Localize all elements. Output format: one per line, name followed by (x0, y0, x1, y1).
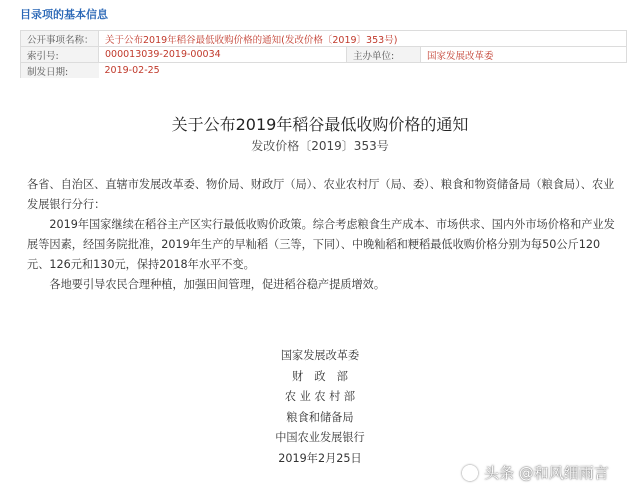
date-value: 2019-02-25 (99, 63, 347, 79)
signature-ndrc: 国家发展改革委 (280, 349, 360, 362)
watermark (462, 462, 609, 483)
host-value: 国家发展改革委 (421, 47, 627, 63)
meta-row-index (21, 47, 627, 63)
watermark-text: 头条 @和风细雨言 (484, 464, 609, 482)
document-title: 关于公布2019年稻谷最低收购价格的通知 (171, 115, 469, 134)
signature-grain-bureau: 粮食和储备局 (286, 410, 354, 424)
document-body (27, 175, 617, 295)
index-value: 000013039-2019-00034 (99, 47, 347, 63)
meta-row-public-item (21, 31, 627, 47)
empty-cell (421, 63, 627, 79)
watermark-logo-icon (462, 465, 478, 481)
public-item-label: 公开事项名称： (21, 31, 99, 47)
addressee-paragraph: 各省、自治区、直辖市发展改革委、物价局、财政厅（局）、农业农村厅（局、委）、粮食和物资储备局（粮食局）、农业发展银行分行： (27, 178, 615, 211)
body-paragraph-2: 各地要引导农民合理种植，加强田间管理，促进稻谷稳产提质增效。 (49, 278, 386, 291)
index-label: 索引号: (21, 47, 99, 63)
signature-block (0, 346, 640, 469)
signature-moa: 农 业 农 村 部 (284, 390, 356, 403)
date-label: 制发日期: (21, 63, 99, 79)
signature-date: 2019年2月25日 (278, 451, 362, 465)
public-item-value[interactable]: 关于公布2019年稻谷最低收购价格的通知(发改价格〔2019〕353号) (99, 31, 627, 47)
host-label: 主办单位: (347, 47, 421, 63)
document-number: 发改价格〔2019〕353号 (251, 139, 389, 153)
section-header: 目录项的基本信息 (20, 8, 108, 21)
body-paragraph-1: 2019年国家继续在稻谷主产区实行最低收购价政策。综合考虑粮食生产成本、市场供求、国内外市场价格和产业发展等因素，经国务院批准，2019年生产的早籼稻（三等，下同）、中晚籼稻和粳稻最低收购价格分别为每50公斤120元、126元和130元，保持2018年水平不变。 (27, 218, 615, 271)
signature-adbc: 中国农业发展银行 (275, 431, 365, 444)
metadata-table (20, 30, 627, 78)
meta-row-date (21, 63, 627, 79)
signature-mof: 财 政 部 (292, 369, 348, 383)
empty-cell (347, 63, 421, 79)
